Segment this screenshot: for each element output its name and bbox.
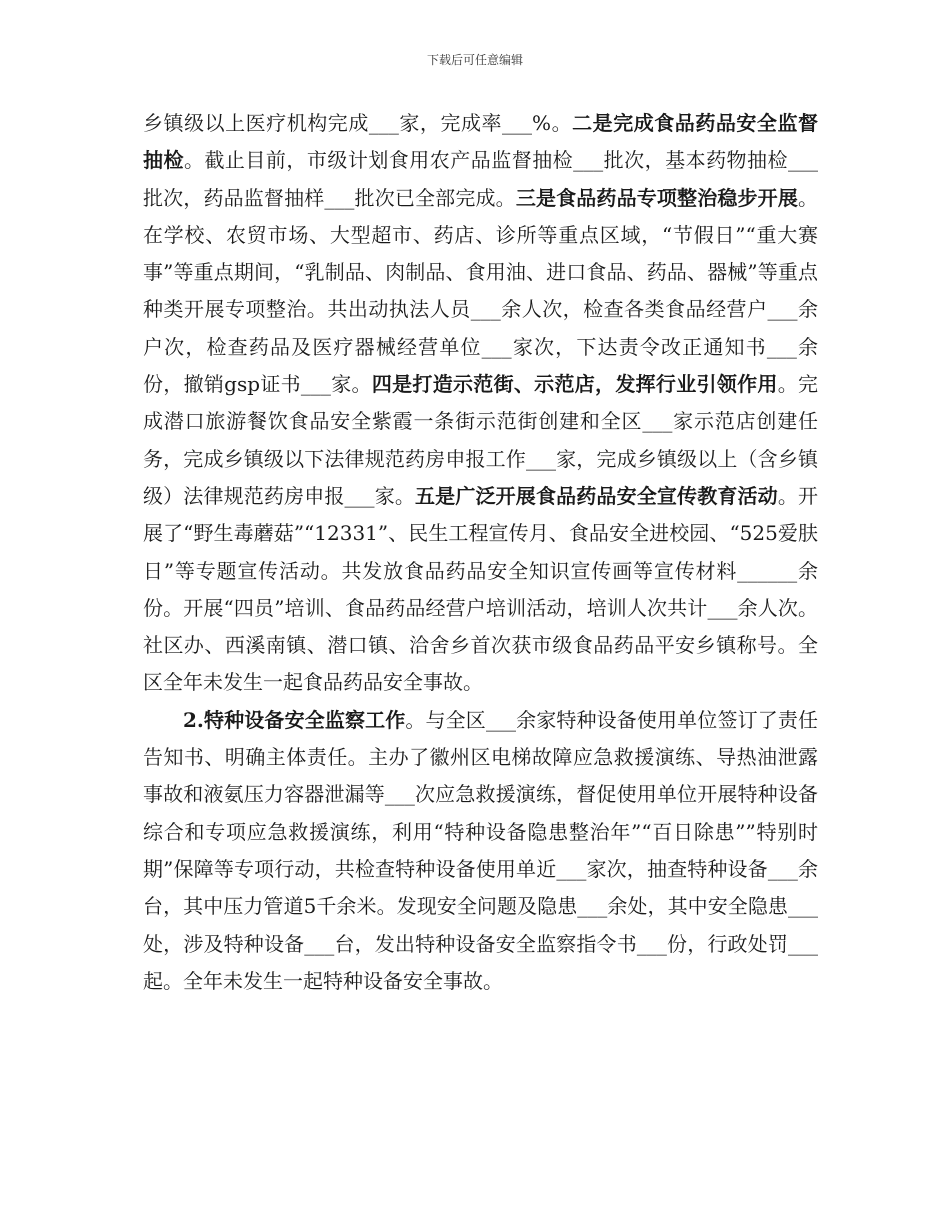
text-segment: 。完成潜口旅游餐饮食品安全紫霞一条街示范街创建和全区___家示范店创建任务，完成乡镇级以下法律规范药房申报工作___家，完成乡镇级以上（含乡镇级）法律规范药房申报___家。 [143, 372, 818, 508]
page-header: 下载后可任意编辑 [426, 53, 523, 67]
heading-inline-three: 三是食品药品专项整治稳步开展 [515, 185, 798, 210]
heading-inline-four: 四是打造示范街、示范店，发挥行业引领作用 [371, 372, 778, 397]
heading-inline-two: 二是完成食品药品安全监督抽检 [143, 111, 819, 173]
paragraph-special-equipment [143, 702, 818, 1000]
paragraph-food-drug-safety [143, 105, 818, 702]
text-segment: 。截止目前，市级计划食用农产品监督抽检___批次，基本药物抽检___批次，药品监督抽样___批次已全部完成。 [143, 148, 819, 210]
document-body [143, 105, 818, 1000]
text-segment: 。在学校、农贸市场、大型超市、药店、诊所等重点区域，“节假日”“重大赛事”等重点期间，“乳制品、肉制品、食用油、进口食品、药品、器械”等重点种类开展专项整治。共出动执法人员___余人次，检查各类食品经营户___余户次，检查药品及医疗器械经营单位___家次，下达责令改正通知书___余份，撤销gsp证书___家。 [143, 185, 818, 397]
text-segment: 。开展了“野生毒蘑菇”“12331”、民生工程宣传月、食品安全进校园、“525爱肤日”等专题宣传活动。共发放食品药品安全知识宣传画等宣传材料______余份。开展“四员”培训、食品药品经营户培训活动，培训人次共计___余人次。社区办、西溪南镇、潜口镇、洽舍乡首次获市级食品药品平安乡镇称号。全区全年未发生一起食品药品安全事故。 [143, 483, 818, 695]
text-segment: 。与全区___余家特种设备使用单位签订了责任告知书、明确主体责任。主办了徽州区电梯故障应急救援演练、导热油泄露事故和液氨压力容器泄漏等___次应急救援演练，督促使用单位开展特种设备综合和专项应急救援演练，利用“特种设备隐患整治年”“百日除患””特别时期”保障等专项行动，共检查特种设备使用单近___家次，抽查特种设备___余台，其中压力管道5千余米。发现安全问题及隐患___余处，其中安全隐患___处，涉及特种设备___台，发出特种设备安全监察指令书___份，行政处罚___起。全年未发生一起特种设备安全事故。 [143, 707, 818, 993]
text-segment: 乡镇级以上医疗机构完成___家，完成率___%。 [143, 111, 573, 135]
section-heading-special-equipment: 2.特种设备安全监察工作 [183, 707, 406, 732]
heading-inline-five: 五是广泛开展食品药品安全宣传教育活动 [415, 483, 778, 508]
